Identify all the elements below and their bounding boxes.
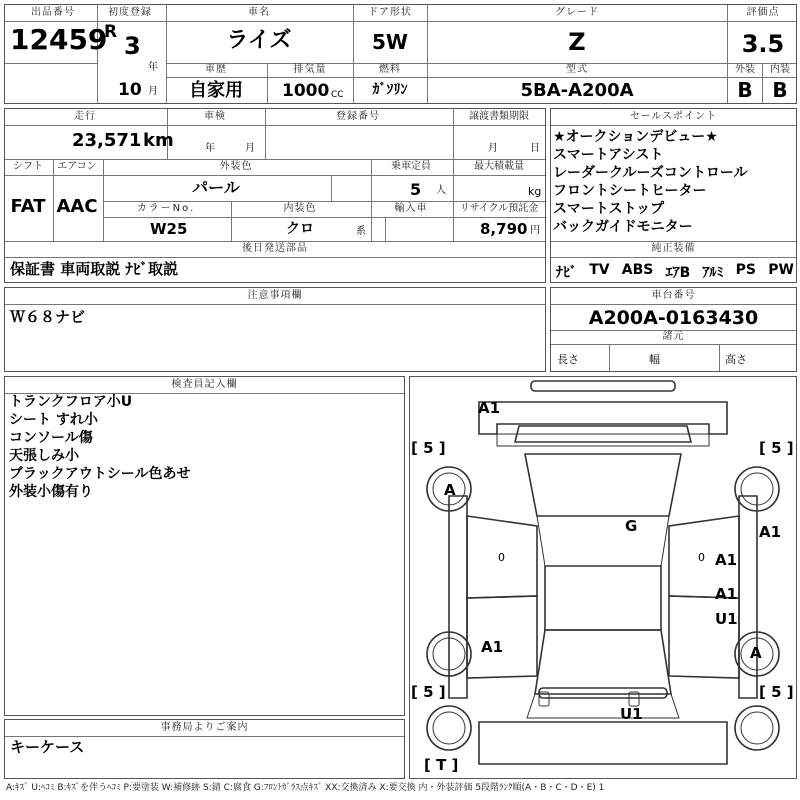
genuine-equipment-list	[556, 262, 794, 282]
color-number: W25	[150, 220, 188, 238]
side-marker-left: 0	[498, 551, 505, 564]
sales-points-list	[553, 130, 795, 238]
month-unit: 月	[148, 86, 158, 97]
exterior-color: パール	[192, 178, 240, 197]
inspector-notes-list	[9, 395, 404, 503]
exterior-color-label: 外装色	[219, 161, 253, 172]
office-notice-label: 事務局よりご案内	[160, 722, 249, 733]
equipment-item: PW	[768, 262, 794, 278]
chassis-number: A200A-0163430	[588, 307, 759, 329]
inspector-note: 天張しみ小	[9, 448, 79, 464]
sales-points-label: セールスポイント	[629, 111, 718, 122]
fuel-label: 燃料	[379, 64, 401, 75]
door-type-label: ドア形状	[368, 7, 412, 18]
inspector-note: シート すれ小	[9, 412, 98, 428]
inspector-note: コンソール傷	[9, 430, 93, 446]
transfer-month-unit: 月	[488, 143, 498, 154]
inspector-note: トランクフロア小U	[9, 394, 133, 410]
score-label: 評価点	[746, 7, 780, 18]
damage-mark-u1-rear: U1	[620, 705, 643, 723]
equipment-item: TV	[589, 262, 610, 278]
year-unit: 年	[148, 62, 158, 73]
exterior-grade: B	[737, 78, 753, 102]
capacity: 5	[410, 180, 422, 199]
sales-point: レーダークルーズコントロール	[553, 165, 748, 181]
equipment-item: ｱﾙﾐ	[702, 265, 724, 281]
first-registration-label: 初度登録	[108, 7, 152, 18]
notes-text: Ｗ６８ナビ	[10, 308, 86, 326]
shift-label: シフト	[13, 161, 43, 172]
wheel-mark-front-left: A	[444, 481, 456, 499]
lot-number-label: 出品番号	[31, 7, 75, 18]
genuine-equipment-label: 純正装備	[651, 243, 696, 254]
person-unit: 人	[436, 185, 446, 196]
sales-point: スマートストップ	[553, 201, 665, 217]
era: R	[104, 22, 118, 42]
interior-grade: B	[772, 78, 788, 102]
inspection-year-unit: 年	[205, 143, 215, 154]
length-label: 長さ	[557, 353, 579, 366]
displacement-label: 排気量	[293, 64, 327, 75]
interior-grade-label: 内装	[770, 64, 790, 75]
damage-mark-a1-left-rear: A1	[481, 638, 504, 656]
car-history: 自家用	[189, 80, 243, 101]
registration-month: 10	[118, 80, 142, 100]
tire-tread-rear-left: [ 5 ]	[411, 683, 446, 701]
damage-mark-a1-right-door2: A1	[715, 585, 738, 603]
kg-unit: kg	[528, 185, 542, 198]
registration-year: 3	[124, 32, 141, 60]
sales-point: ★オークションデビュー★	[553, 129, 718, 145]
recycle-label: リサイクル預託金	[459, 203, 539, 214]
displacement: 1000	[282, 81, 330, 101]
equipment-item: PS	[735, 262, 757, 278]
grade-label: グレード	[555, 7, 599, 18]
import-label: 輸入車	[394, 203, 428, 214]
fuel: ｶﾞｿﾘﾝ	[372, 82, 408, 98]
equipment-item: ｴｱB	[665, 265, 691, 281]
later-parts: 保証書 車両取説 ﾅﾋﾞ取説	[10, 260, 178, 278]
width-label: 幅	[649, 353, 660, 366]
lot-number: 12459	[10, 23, 108, 56]
inspector-note: 外装小傷有り	[9, 484, 93, 500]
mileage: 23,571	[72, 130, 142, 151]
model-code: 5BA-A200A	[520, 80, 634, 101]
aircon: AAC	[56, 196, 98, 217]
yen-unit: 円	[530, 225, 540, 236]
interior-color: クロ	[286, 221, 314, 237]
damage-mark-u1-right-door: U1	[715, 610, 738, 628]
transfer-day-unit: 日	[530, 143, 540, 154]
plate-label: 登録番号	[336, 111, 380, 122]
kei-unit: 系	[356, 226, 366, 237]
spare-tire-tread: [ T ]	[424, 756, 459, 774]
inspector-note: ブラックアウトシール色あせ	[9, 466, 191, 482]
sales-point: スマートアシスト	[553, 147, 664, 163]
aircon-label: エアコン	[57, 161, 97, 172]
sales-point: フロントシートヒーター	[553, 183, 707, 199]
transfer-deadline-label: 譲渡書類期限	[469, 111, 529, 122]
mileage-label: 走行	[74, 111, 96, 122]
car-name-label: 車名	[248, 7, 270, 18]
chassis-number-label: 車台番号	[651, 290, 696, 301]
damage-mark-a1-right-door1: A1	[715, 551, 738, 569]
recycle-deposit: 8,790	[480, 220, 528, 238]
tire-tread-front-right: [ 5 ]	[759, 439, 794, 457]
damage-mark-a1-right-front: A1	[759, 523, 782, 541]
score: 3.5	[741, 30, 785, 58]
office-notice-text: キーケース	[10, 738, 85, 756]
car-name: ライズ	[226, 28, 292, 53]
exterior-grade-label: 外装	[735, 64, 755, 75]
side-marker-right: 0	[698, 551, 705, 564]
interior-color-label: 内装色	[283, 203, 317, 214]
later-parts-label: 後日発送部品	[242, 243, 308, 254]
sales-point: バックガイドモニター	[553, 219, 693, 235]
car-history-label: 車歴	[205, 64, 227, 75]
equipment-item: ﾅﾋﾞ	[556, 265, 577, 281]
max-load-label: 最大積載量	[474, 161, 524, 172]
tire-tread-front-left: [ 5 ]	[411, 439, 446, 457]
specs-label: 諸元	[662, 331, 685, 342]
door-type: 5W	[372, 30, 408, 54]
equipment-item: ABS	[621, 262, 654, 278]
notes-label: 注意事項欄	[247, 290, 303, 301]
inspector-notes-label: 検査員記入欄	[171, 379, 238, 390]
grade: Z	[568, 28, 586, 56]
inspection-month-unit: 月	[245, 143, 255, 154]
car-diagram	[409, 376, 797, 779]
km-unit: km	[143, 130, 174, 151]
color-number-label: カラーNo.	[136, 203, 196, 214]
shift: FAT	[10, 196, 46, 217]
capacity-label: 乗車定員	[391, 161, 431, 172]
inspection-label: 車検	[204, 111, 226, 122]
model-code-label: 型式	[566, 64, 588, 75]
height-label: 高さ	[725, 353, 747, 366]
damage-mark-g-windshield: G	[625, 517, 638, 535]
wheel-mark-rear-right: A	[750, 644, 762, 662]
damage-legend: A:ｷｽﾞ U:ﾍｺﾐ B:ｷｽﾞを伴うﾍｺﾐ P:要塗装 W:補修跡 S:錆 C:腐食 G:ﾌﾛﾝﾄｶﾞﾗｽ点ｷｽﾞ XX:交換済み X:要交換 内・外装評価 5段階ﾗﾝｸ順(A・B・C・D・E) 1	[6, 783, 605, 793]
cc-unit: CC	[331, 90, 344, 100]
damage-mark-a1-front: A1	[478, 399, 501, 417]
tire-tread-rear-right: [ 5 ]	[759, 683, 794, 701]
